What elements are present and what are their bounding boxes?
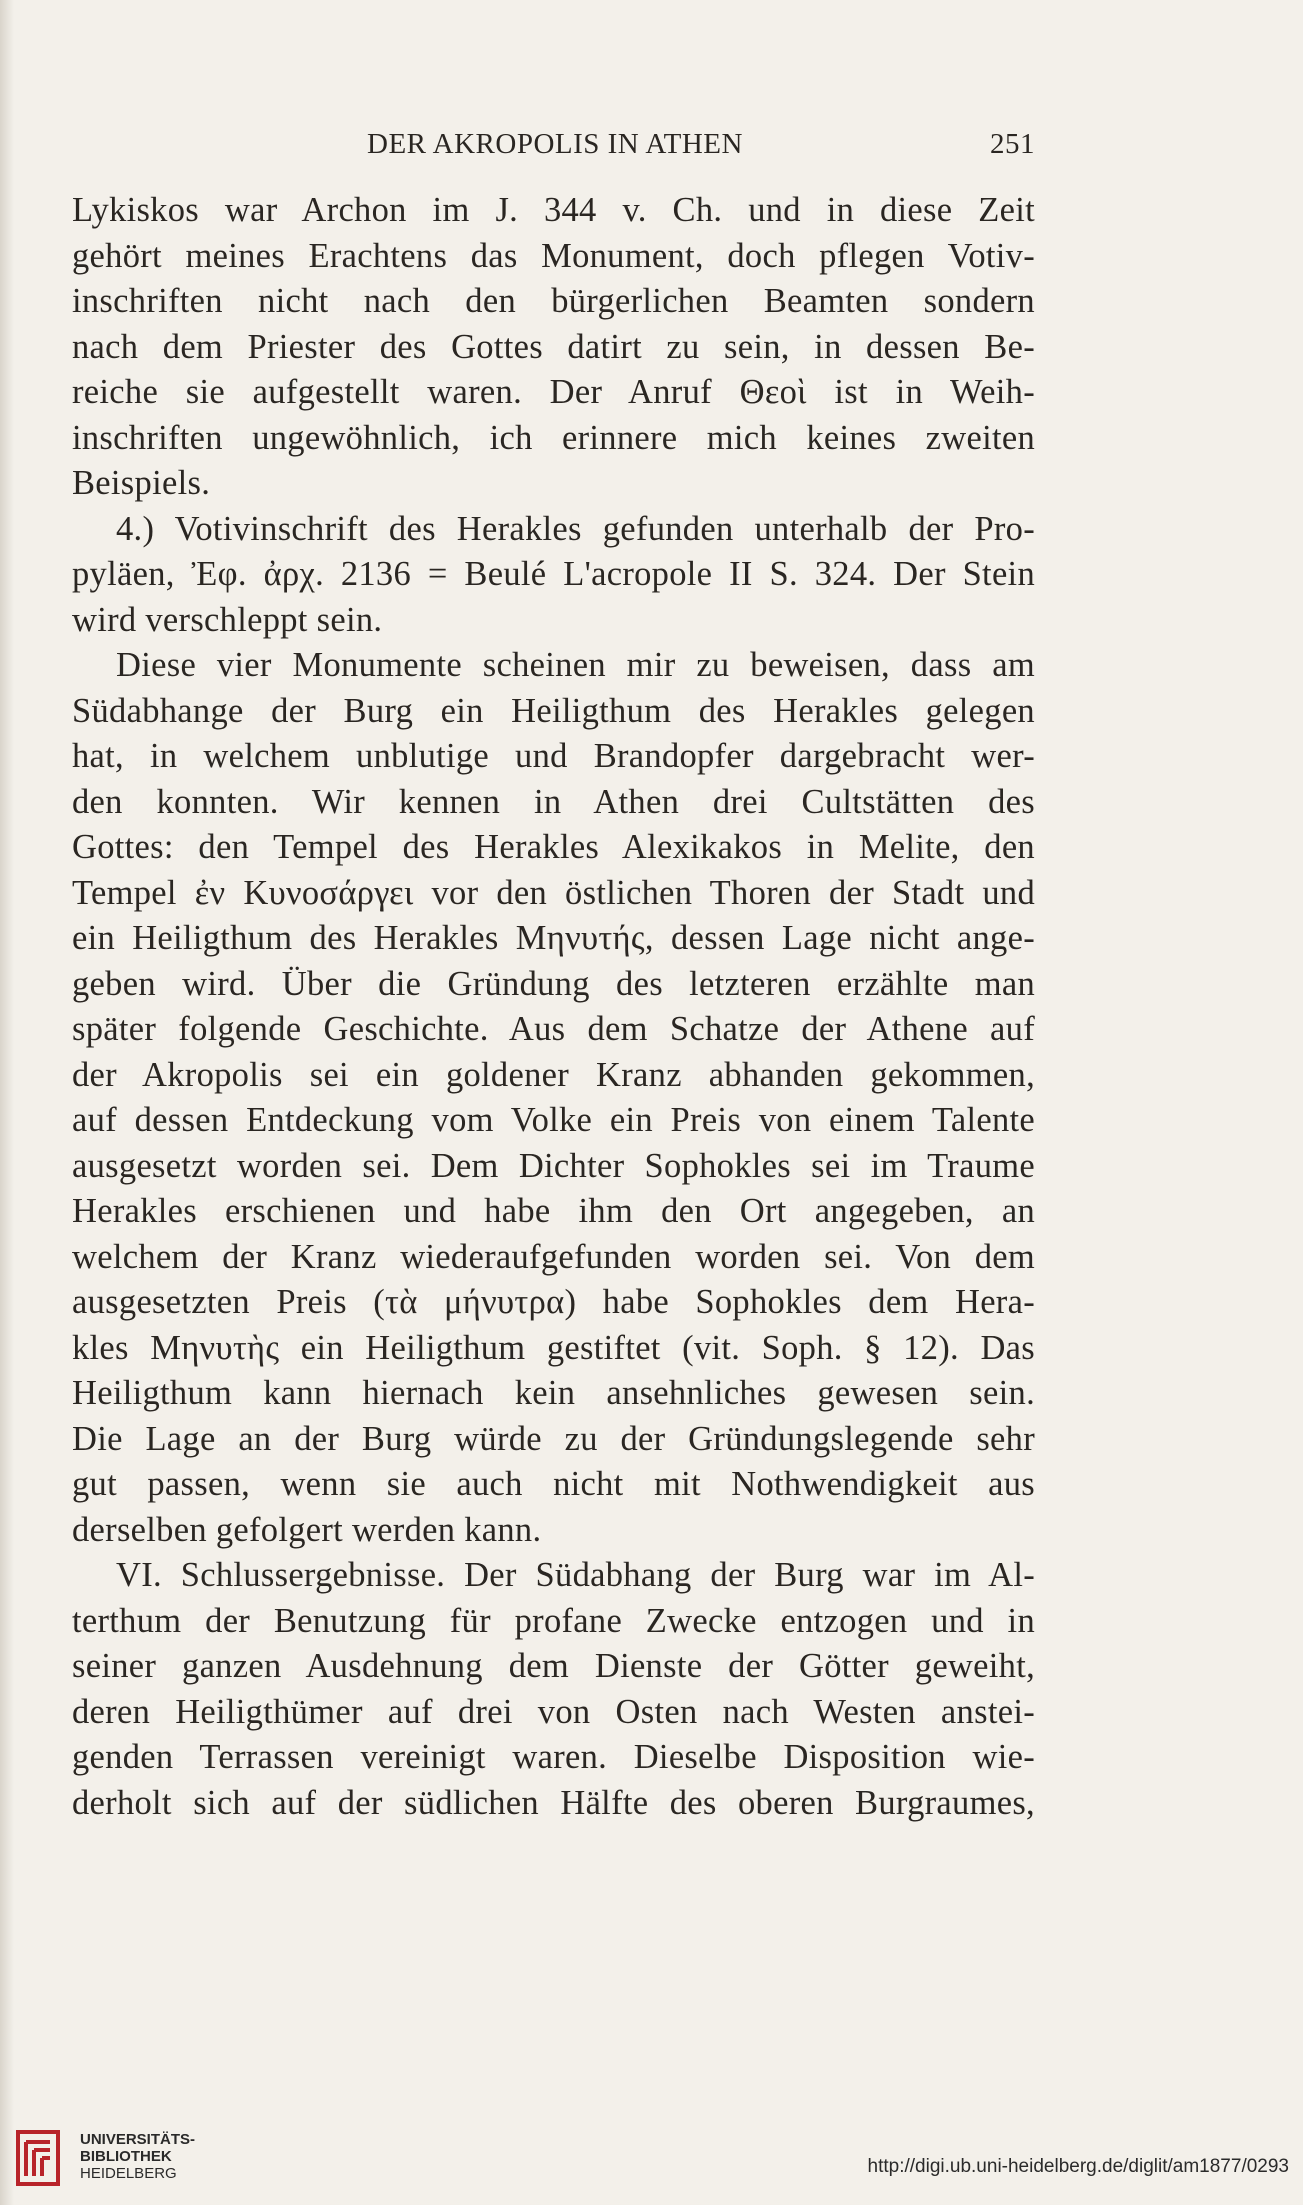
text-line: Heiligthum kann hiernach kein ansehnliches gewesen sein.: [72, 1374, 1035, 1412]
text-line: den konnten. Wir kennen in Athen drei Cultstätten des: [72, 782, 1035, 821]
text-line: genden Terrassen vereinigt waren. Dieselbe Disposition wie-: [72, 1738, 1035, 1776]
text-line: derholt sich auf der südlichen Hälfte des oberen Burgraumes,: [72, 1783, 1035, 1822]
library-name-line3: HEIDELBERG: [80, 2165, 177, 2182]
text-line: der Akropolis sei ein goldener Kranz abhanden gekommen,: [72, 1055, 1035, 1094]
text-line: geben wird. Über die Gründung des letzteren erzählte man: [72, 964, 1035, 1003]
text-line: später folgende Geschichte. Aus dem Schatze der Athene auf: [72, 1010, 1035, 1048]
library-name: [80, 2131, 195, 2182]
text-line: auf dessen Entdeckung vom Volke ein Preis von einem Talente: [72, 1101, 1035, 1139]
library-name-line2: BIBLIOTHEK: [80, 2148, 172, 2165]
text-line: ausgesetzt worden sei. Dem Dichter Sophokles sei im Traume: [72, 1146, 1035, 1185]
text-line: hat, in welchem unblutige und Brandopfer dargebracht wer-: [72, 737, 1035, 775]
running-title: DER AKROPOLIS IN ATHEN: [367, 128, 743, 160]
library-logo-icon: [14, 2128, 74, 2188]
text-line: Gottes: den Tempel des Herakles Alexikakos in Melite, den: [72, 828, 1035, 866]
text-line: gehört meines Erachtens das Monument, doch pflegen Votiv-: [72, 236, 1035, 275]
text-line: pyläen, Ἐφ. ἀρχ. 2136 = Beulé L'acropole II S. 324. Der Stein: [72, 555, 1035, 593]
text-line: inschriften nicht nach den bürgerlichen Beamten sondern: [72, 282, 1035, 320]
text-line: 4.) Votivinschrift des Herakles gefunden unterhalb der Pro-: [116, 509, 1035, 548]
text-line: seiner ganzen Ausdehnung dem Dienste der Götter geweiht,: [72, 1647, 1035, 1685]
text-line: inschriften ungewöhnlich, ich erinnere mich keines zweiten: [72, 418, 1035, 457]
source-url-link[interactable]: http://digi.ub.uni-heidelberg.de/diglit/am1877/0293: [867, 2156, 1289, 2177]
text-line: Diese vier Monumente scheinen mir zu beweisen, dass am: [116, 646, 1035, 684]
text-line: welchem der Kranz wiederaufgefunden worden sei. Von dem: [72, 1237, 1035, 1276]
text-line: derselben gefolgert werden kann.: [72, 1510, 542, 1549]
text-line: Südabhange der Burg ein Heiligthum des Herakles gelegen: [72, 691, 1035, 730]
page-edge-shadow: [0, 0, 14, 2205]
text-line: terthum der Benutzung für profane Zwecke entzogen und in: [72, 1601, 1035, 1640]
running-header: [72, 128, 1035, 168]
body-text: [72, 188, 1035, 1826]
text-line: VI. Schlussergebnisse. Der Südabhang der Burg war im Al-: [116, 1556, 1035, 1594]
text-line: Tempel ἐν Κυνοσάργει vor den östlichen Thoren der Stadt und: [72, 873, 1035, 912]
text-line: wird verschleppt sein.: [72, 600, 383, 639]
library-name-line1: UNIVERSITÄTS-: [80, 2131, 196, 2148]
page-number: 251: [990, 128, 1035, 160]
text-line: Die Lage an der Burg würde zu der Gründungslegende sehr: [72, 1419, 1035, 1458]
text-line: ausgesetzten Preis (τὰ μήνυτρα) habe Sophokles dem Hera-: [72, 1283, 1035, 1321]
text-line: ein Heiligthum des Herakles Μηνυτής, dessen Lage nicht ange-: [72, 919, 1035, 957]
text-line: gut passen, wenn sie auch nicht mit Nothwendigkeit aus: [72, 1465, 1035, 1503]
text-line: nach dem Priester des Gottes datirt zu sein, in dessen Be-: [72, 327, 1035, 366]
text-line: Herakles erschienen und habe ihm den Ort angegeben, an: [72, 1192, 1035, 1230]
text-line: Beispiels.: [72, 464, 211, 502]
text-line: kles Μηνυτὴς ein Heiligthum gestiftet (vit. Soph. § 12). Das: [72, 1328, 1035, 1367]
text-line: reiche sie aufgestellt waren. Der Anruf Θεοὶ ist in Weih-: [72, 373, 1035, 411]
text-line: Lykiskos war Archon im J. 344 v. Ch. und in diese Zeit: [72, 191, 1035, 229]
text-line: deren Heiligthümer auf drei von Osten nach Westen anstei-: [72, 1692, 1035, 1731]
